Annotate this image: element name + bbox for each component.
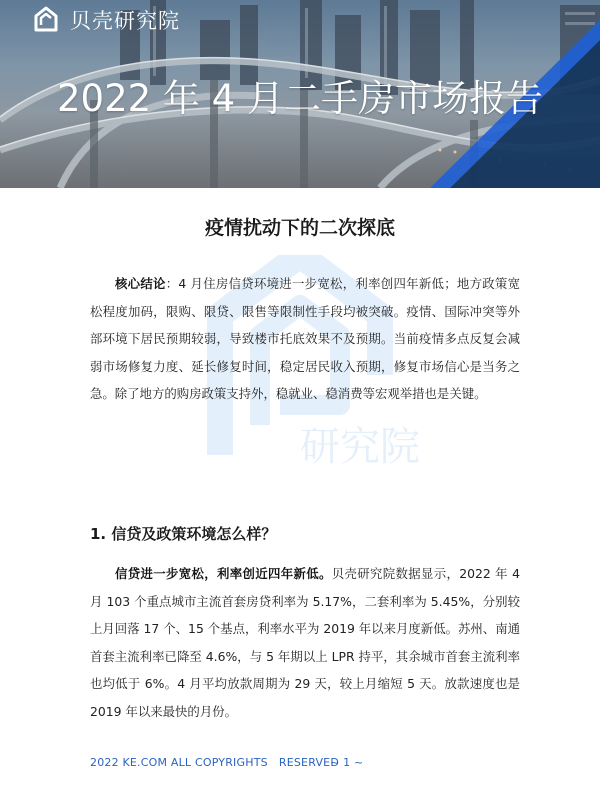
page-footer xyxy=(90,756,520,769)
section-1-title: 1. 信贷及政策环境怎么样？ xyxy=(90,525,277,543)
brand-logo xyxy=(30,3,180,37)
section-1-paragraph xyxy=(90,560,520,726)
page-number: ~ 1 ~ xyxy=(330,756,364,769)
shell-logo-icon xyxy=(30,4,62,36)
core-conclusion-paragraph xyxy=(90,270,520,408)
section-1-lead: 信贷进一步宽松，利率创近四年新低。 xyxy=(115,566,332,581)
watermark-text: 研究院 xyxy=(300,424,420,470)
section-1-text: 贝壳研究院数据显示，2022 年 4 月 103 个重点城市主流首套房贷利率为 5.17%，二套利率为 5.45%，分别较上月回落 17 个、15 个基点，利率水平为 2019 年以来月度新低。苏州、南通首套主流利率已降至 4.6%，与 5 年期以上 LPR 持平，其余城市首套主流利率也均低于 6%。4 月平均放款周期为 29 天，较上月缩短 5 天。放款速度也是 2019 年以来最快的月份。 xyxy=(90,566,521,719)
footer-copyright: 2022 KE.COM ALL COPYRIGHTS RESERVED xyxy=(90,756,339,769)
core-conclusion-text: ：4 月住房信贷环境进一步宽松，利率创四年新低；地方政策宽松程度加码，限购、限贷、限售等限制性手段均被突破。疫情、国际冲突等外部环境下居民预期较弱，导致楼市托底效果不及预期。当前疫情多点反复会减弱市场修复力度、延长修复时间，稳定居民收入预期，修复市场信心是当务之急。除了地方的购房政策支持外，稳就业、稳消费等宏观举措也是关键。 xyxy=(90,276,520,402)
report-banner xyxy=(0,0,600,188)
report-headline: 疫情扰动下的二次探底 xyxy=(204,217,395,239)
brand-name: 贝壳研究院 xyxy=(70,9,180,33)
core-conclusion-label: 核心结论 xyxy=(115,276,166,291)
report-title: 2022 年 4 月二手房市场报告 xyxy=(57,77,543,120)
